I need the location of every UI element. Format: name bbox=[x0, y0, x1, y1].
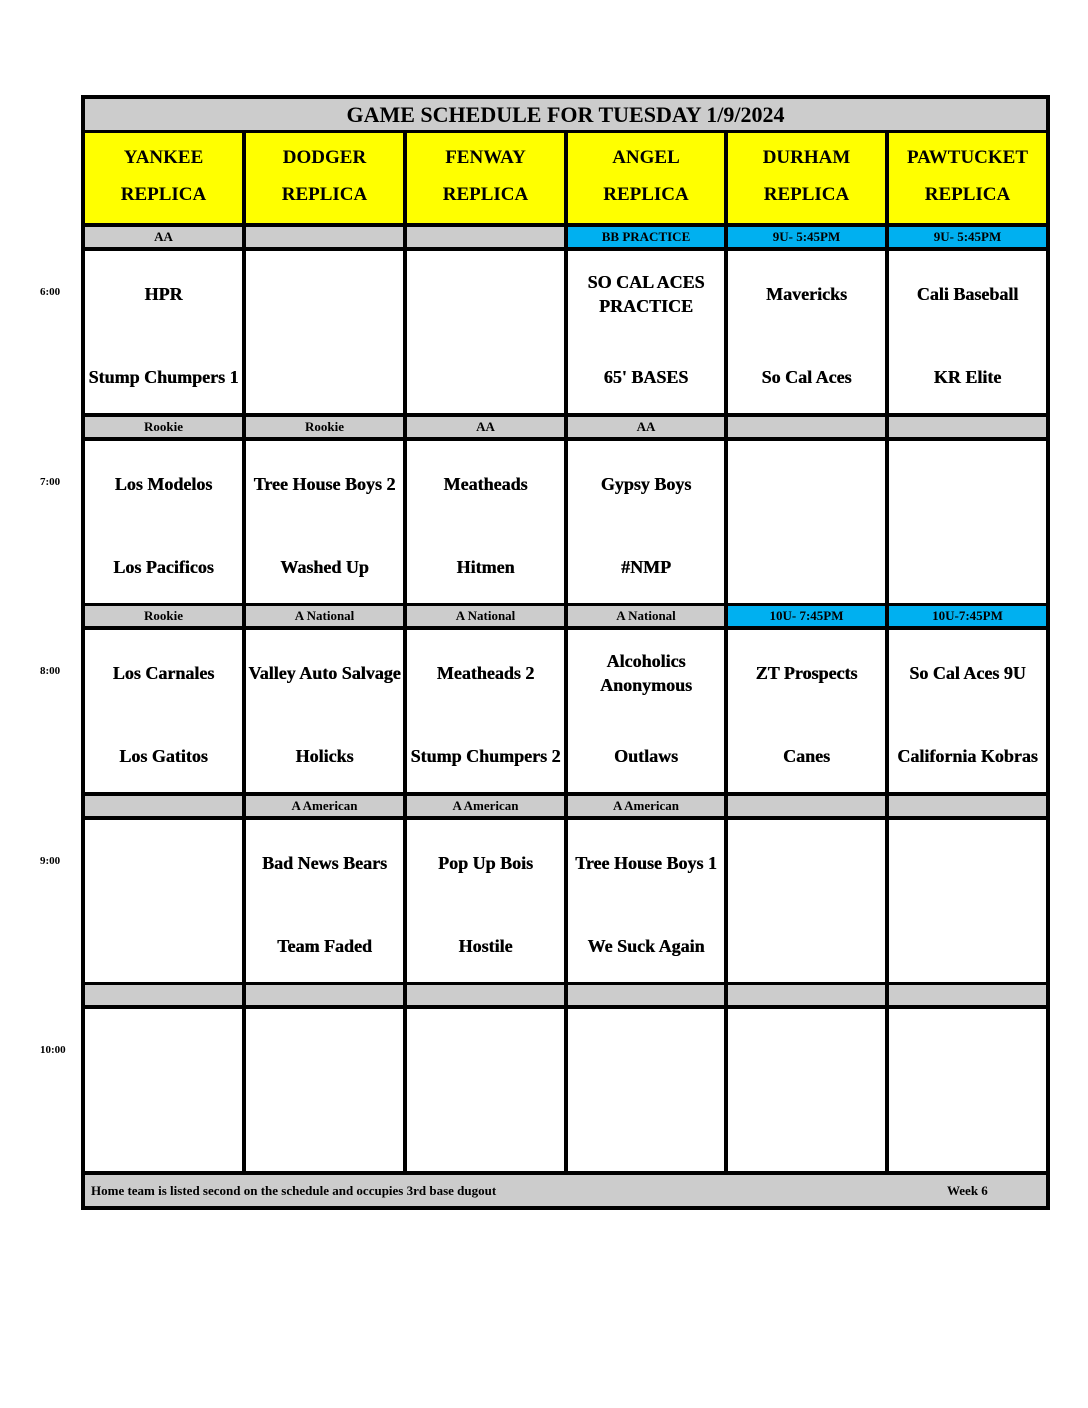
home-team bbox=[246, 1110, 403, 1160]
division-label bbox=[889, 417, 1046, 437]
game-cell bbox=[889, 820, 1046, 982]
division-label: A National bbox=[568, 606, 724, 626]
field-name: DURHAM bbox=[762, 147, 851, 168]
division-label: AA bbox=[568, 417, 724, 437]
division-label: A National bbox=[246, 606, 403, 626]
home-team: 65' BASES bbox=[603, 367, 689, 387]
division-label bbox=[889, 796, 1046, 816]
field-subtitle: REPLICA bbox=[281, 184, 368, 205]
footer-note: Home team is listed second on the schedule and occupies 3rd base dugout bbox=[91, 1182, 497, 1198]
game-cell bbox=[85, 820, 242, 982]
home-team bbox=[728, 921, 885, 971]
division-label bbox=[568, 985, 724, 1005]
home-team bbox=[568, 1110, 724, 1160]
field-header-pawtucket bbox=[889, 133, 1046, 223]
game-cell bbox=[85, 630, 242, 792]
division-label bbox=[407, 985, 564, 1005]
division-label: Rookie bbox=[246, 417, 403, 437]
field-subtitle: REPLICA bbox=[120, 184, 207, 205]
game-cell bbox=[889, 1009, 1046, 1171]
schedule-title: GAME SCHEDULE FOR TUESDAY 1/9/2024 bbox=[85, 99, 1046, 130]
away-team: So Cal Aces 9U bbox=[909, 663, 1026, 683]
field-name: PAWTUCKET bbox=[906, 147, 1029, 168]
division-label: AA bbox=[85, 227, 242, 247]
game-cell bbox=[407, 251, 564, 413]
field-name: YANKEE bbox=[123, 147, 204, 168]
home-team: Los Pacificos bbox=[113, 557, 214, 577]
game-cell bbox=[889, 630, 1046, 792]
home-team bbox=[407, 1110, 564, 1160]
field-subtitle: REPLICA bbox=[763, 184, 850, 205]
time-label: 10:00 bbox=[40, 1044, 66, 1056]
division-label bbox=[728, 417, 885, 437]
home-team: Outlaws bbox=[613, 746, 678, 766]
time-label: 6:00 bbox=[40, 286, 61, 298]
game-cell bbox=[407, 630, 564, 792]
away-team: HPR bbox=[144, 284, 183, 304]
field-header-angel bbox=[568, 133, 724, 223]
away-team: Alcoholics Anonymous bbox=[599, 651, 693, 695]
game-cell bbox=[246, 630, 403, 792]
division-label bbox=[728, 796, 885, 816]
away-team: Cali Baseball bbox=[916, 284, 1019, 304]
game-cell bbox=[246, 1009, 403, 1171]
division-label bbox=[246, 985, 403, 1005]
game-cell bbox=[246, 251, 403, 413]
division-label: AA bbox=[407, 417, 564, 437]
away-team: Valley Auto Salvage bbox=[248, 663, 401, 683]
game-cell bbox=[246, 820, 403, 982]
home-team bbox=[728, 1110, 885, 1160]
field-header-fenway bbox=[407, 133, 564, 223]
away-team: SO CAL ACES PRACTICE bbox=[587, 272, 705, 316]
division-label bbox=[728, 985, 885, 1005]
home-team: Team Faded bbox=[277, 936, 372, 956]
away-team bbox=[728, 838, 885, 888]
home-team: Hitmen bbox=[456, 557, 515, 577]
away-team bbox=[889, 838, 1046, 888]
game-cell bbox=[568, 820, 724, 982]
field-subtitle: REPLICA bbox=[603, 184, 689, 205]
home-team bbox=[889, 542, 1046, 592]
away-team bbox=[246, 1027, 403, 1077]
division-label: Rookie bbox=[85, 417, 242, 437]
division-label: Rookie bbox=[85, 606, 242, 626]
game-cell bbox=[568, 630, 724, 792]
game-cell bbox=[728, 441, 885, 603]
division-label: 10U- 7:45PM bbox=[728, 606, 885, 626]
home-team: Holicks bbox=[295, 746, 354, 766]
away-team bbox=[728, 459, 885, 509]
game-cell bbox=[889, 251, 1046, 413]
home-team: Los Gatitos bbox=[119, 746, 208, 766]
home-team: Canes bbox=[782, 746, 830, 766]
division-label bbox=[407, 227, 564, 247]
home-team: Stump Chumpers 1 bbox=[88, 367, 239, 387]
field-name: FENWAY bbox=[445, 147, 526, 168]
time-label: 7:00 bbox=[40, 476, 61, 488]
division-label: A American bbox=[568, 796, 724, 816]
home-team bbox=[889, 1110, 1046, 1160]
away-team: Meatheads bbox=[443, 474, 528, 494]
field-subtitle: REPLICA bbox=[924, 184, 1011, 205]
game-cell bbox=[407, 1009, 564, 1171]
home-team bbox=[407, 352, 564, 402]
game-cell bbox=[568, 1009, 724, 1171]
away-team: Meatheads 2 bbox=[436, 663, 535, 683]
game-cell bbox=[246, 441, 403, 603]
home-team bbox=[728, 542, 885, 592]
game-cell bbox=[728, 630, 885, 792]
field-header-dodger bbox=[246, 133, 403, 223]
away-team: Los Carnales bbox=[112, 663, 215, 683]
away-team: ZT Prospects bbox=[755, 663, 858, 683]
field-header-yankee bbox=[85, 133, 242, 223]
game-cell bbox=[85, 441, 242, 603]
field-subtitle: REPLICA bbox=[442, 184, 529, 205]
division-label: A National bbox=[407, 606, 564, 626]
time-label: 9:00 bbox=[40, 855, 61, 867]
home-team bbox=[85, 921, 242, 971]
division-label bbox=[85, 985, 242, 1005]
away-team: Bad News Bears bbox=[262, 853, 387, 873]
field-name: ANGEL bbox=[612, 147, 680, 168]
week-label: Week 6 bbox=[947, 1182, 988, 1198]
away-team: Los Modelos bbox=[114, 474, 213, 494]
away-team bbox=[85, 1027, 242, 1077]
schedule-table bbox=[81, 95, 1050, 1210]
home-team bbox=[246, 352, 403, 402]
home-team: We Suck Again bbox=[587, 936, 705, 956]
home-team: #NMP bbox=[621, 557, 671, 577]
home-team: California Kobras bbox=[897, 746, 1038, 766]
game-cell bbox=[889, 441, 1046, 603]
game-cell bbox=[407, 441, 564, 603]
away-team bbox=[407, 1027, 564, 1077]
away-team bbox=[568, 1027, 724, 1077]
away-team: Tree House Boys 2 bbox=[253, 474, 396, 494]
field-header-durham bbox=[728, 133, 885, 223]
game-cell bbox=[568, 251, 724, 413]
game-cell bbox=[85, 1009, 242, 1171]
footer-bar bbox=[85, 1175, 1046, 1206]
home-team: KR Elite bbox=[933, 367, 1002, 387]
game-cell bbox=[568, 441, 724, 603]
away-team bbox=[889, 1027, 1046, 1077]
home-team bbox=[889, 921, 1046, 971]
away-team bbox=[407, 269, 564, 319]
away-team bbox=[728, 1027, 885, 1077]
division-label bbox=[85, 796, 242, 816]
away-team: Gypsy Boys bbox=[600, 474, 692, 494]
away-team bbox=[85, 838, 242, 888]
away-team: Pop Up Bois bbox=[437, 853, 534, 873]
division-label: 9U- 5:45PM bbox=[889, 227, 1046, 247]
home-team: Stump Chumpers 2 bbox=[410, 746, 561, 766]
division-label: 9U- 5:45PM bbox=[728, 227, 885, 247]
away-team bbox=[889, 459, 1046, 509]
game-cell bbox=[728, 251, 885, 413]
away-team bbox=[246, 269, 403, 319]
time-label: 8:00 bbox=[40, 665, 61, 677]
home-team: Washed Up bbox=[280, 557, 369, 577]
home-team: Hostile bbox=[458, 936, 513, 956]
away-team: Mavericks bbox=[766, 284, 847, 304]
division-label bbox=[889, 985, 1046, 1005]
field-name: DODGER bbox=[282, 147, 367, 168]
division-label: 10U-7:45PM bbox=[889, 606, 1046, 626]
division-label: A American bbox=[407, 796, 564, 816]
game-cell bbox=[85, 251, 242, 413]
game-cell bbox=[728, 1009, 885, 1171]
away-team: Tree House Boys 1 bbox=[575, 853, 717, 873]
home-team bbox=[85, 1110, 242, 1160]
division-label bbox=[246, 227, 403, 247]
game-cell bbox=[407, 820, 564, 982]
home-team: So Cal Aces bbox=[761, 367, 852, 387]
game-cell bbox=[728, 820, 885, 982]
division-label: A American bbox=[246, 796, 403, 816]
division-label: BB PRACTICE bbox=[568, 227, 724, 247]
